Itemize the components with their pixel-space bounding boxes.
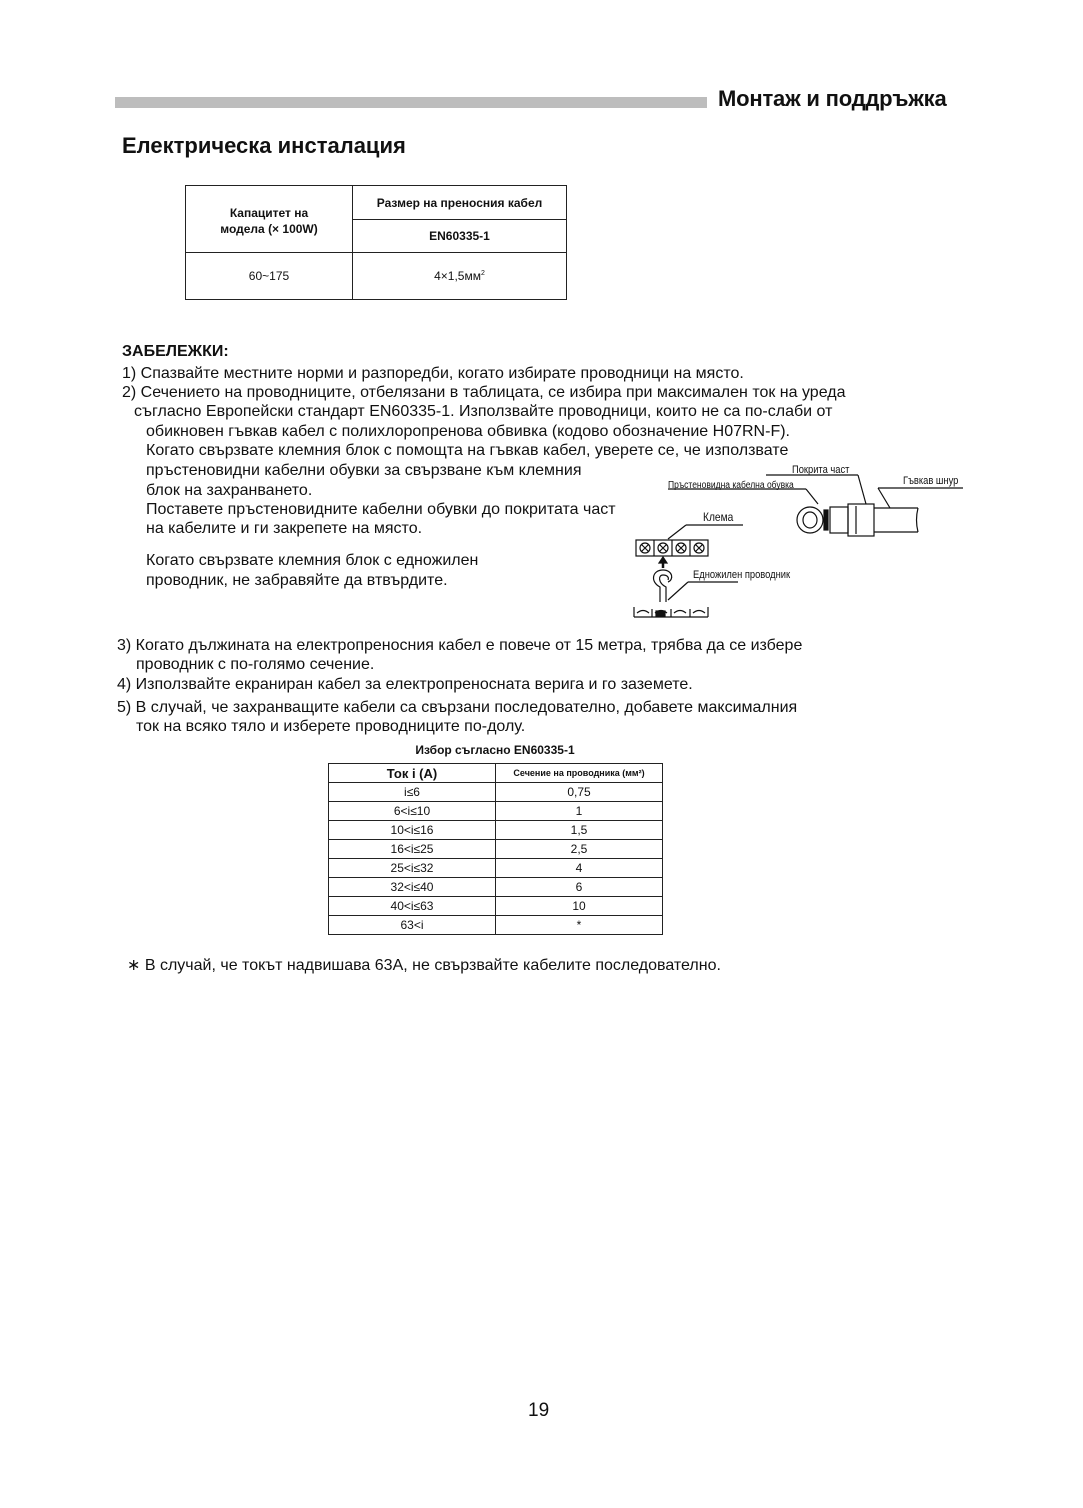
current-cell: 6<i≤10 (329, 802, 496, 821)
section-title: Монтаж и поддръжка (718, 86, 947, 111)
page-title: Електрическа инсталация (122, 133, 406, 158)
label-ring-terminal: Пръстеновидна кабелна обувка (668, 480, 794, 491)
label-covered-part: Покрита част (792, 464, 850, 476)
current-cell: 16<i≤25 (329, 840, 496, 859)
notes-heading: ЗАБЕЛЕЖКИ: (122, 343, 229, 360)
wiring-diagram (628, 462, 973, 627)
header-bar (115, 97, 707, 108)
note-line: съгласно Европейски стандарт EN60335-1. Използвайте проводници, които не са по-слаби от (134, 403, 833, 420)
footnote: ∗ В случай, че токът надвишава 63A, не свързвайте кабелите последователно. (127, 957, 721, 974)
section-cell: 6 (496, 878, 663, 897)
size-value: 4×1,5мм (434, 269, 481, 283)
note-line: 5) В случай, че захранващите кабели са свързани последователно, добавете максималния (117, 699, 798, 716)
selection-table-caption: Избор съгласно EN60335-1 (415, 743, 575, 757)
section-cell: 4 (496, 859, 663, 878)
col-capacity-header-line2: модела (× 100W) (220, 222, 318, 236)
note-line: обикновен гъвкав кабел с полихлоропренова обвивка (кодово обозначение H07RN-F). (146, 423, 790, 440)
note-line: проводник с по-голямо сечение. (136, 656, 375, 673)
current-cell: 40<i≤63 (329, 897, 496, 916)
note-line: 2) Сечението на проводниците, отбелязани в таблицата, се избира при максимален ток на уреда (122, 384, 846, 401)
capacity-cell: 60~175 (186, 253, 353, 300)
table-row (329, 840, 663, 859)
note-line: блок на захранването. (146, 482, 313, 499)
current-cell: i≤6 (329, 783, 496, 802)
size-cell (353, 253, 567, 300)
note-line: Когато свързвате клемния блок с едножилен (146, 552, 479, 569)
table-row (186, 253, 567, 300)
table-row (329, 916, 663, 935)
current-cell: 32<i≤40 (329, 878, 496, 897)
section-cell: 10 (496, 897, 663, 916)
note-line: 4) Използвайте екраниран кабел за електропреносната верига и го заземете. (117, 676, 693, 693)
table-row (329, 897, 663, 916)
col-size-subheader: EN60335-1 (353, 220, 567, 253)
col-capacity-header-line1: Капацитет на (229, 206, 309, 220)
note-line: Поставете пръстеновидните кабелни обувки до покритата част (146, 501, 616, 518)
table-row (329, 859, 663, 878)
current-cell: 25<i≤32 (329, 859, 496, 878)
current-cell: 63<i (329, 916, 496, 935)
note-line: Когато свързвате клемния блок с помощта на гъвкав кабел, уверете се, че използвате (146, 442, 789, 459)
selection-table (328, 763, 663, 935)
col-size-header: Размер на преносния кабел (353, 186, 567, 220)
note-line: 1) Спазвайте местните норми и разпоредби, когато избирате проводници на място. (122, 365, 744, 382)
note-line: проводник, не забравяйте да втвърдите. (146, 572, 448, 589)
table-row (329, 783, 663, 802)
note-line: пръстеновидни кабелни обувки за свързване към клемния (146, 462, 582, 479)
label-single-core: Едножилен проводник (693, 569, 791, 581)
size-superscript: 2 (480, 270, 485, 277)
col-capacity-header (186, 186, 353, 253)
note-line: ток на всяко тяло и изберете проводниците по-долу. (136, 718, 526, 735)
col-section-header: Сечение на проводника (мм²) (496, 764, 663, 783)
note-line: 3) Когато дължината на електропреносния кабел е повече от 15 метра, трябва да се избере (117, 637, 803, 654)
page-number: 19 (528, 1400, 550, 1421)
cable-size-table (185, 185, 567, 300)
current-cell: 10<i≤16 (329, 821, 496, 840)
section-cell: 1,5 (496, 821, 663, 840)
col-current-header: Ток i (A) (329, 764, 496, 783)
table-row (329, 821, 663, 840)
label-terminal: Клема (703, 510, 734, 524)
section-cell: 0,75 (496, 783, 663, 802)
table-row (329, 878, 663, 897)
section-cell: 1 (496, 802, 663, 821)
section-cell: 2,5 (496, 840, 663, 859)
label-flexible-cord: Гъвкав шнур (903, 475, 959, 487)
table-row (329, 802, 663, 821)
note-line: на кабелите и ги закрепете на място. (146, 520, 423, 537)
section-cell: * (496, 916, 663, 935)
